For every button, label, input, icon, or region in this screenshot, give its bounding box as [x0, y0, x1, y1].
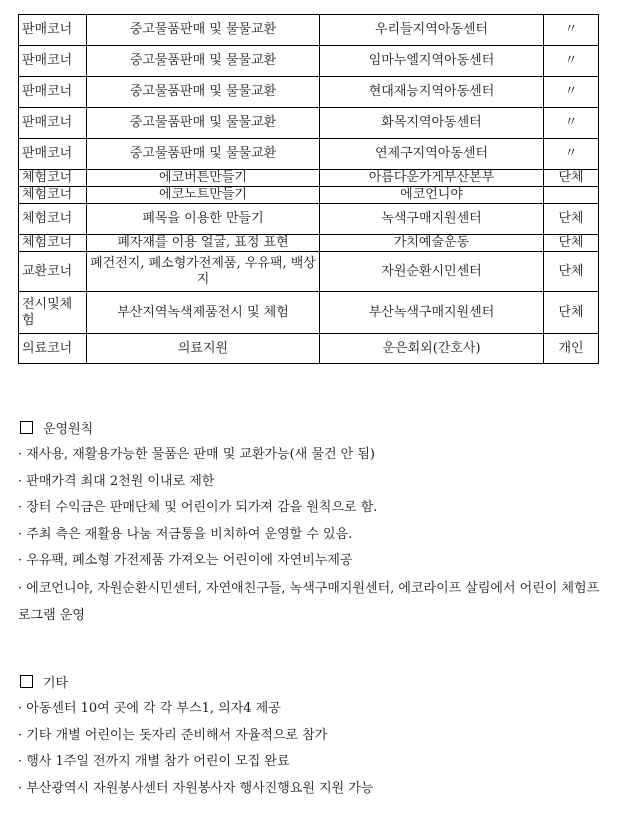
organization-cell: 아름다운가게부산본부 — [320, 170, 544, 187]
program-cell: 폐자재를 이용 얼굴, 표정 표현 — [87, 235, 320, 252]
operation-item: · 에코언니야, 자원순환시민센터, 자연애친구들, 녹색구매지원센터, 에코라이프 살림에서 어린이 체험프로그램 운영 — [18, 580, 600, 623]
operation-title: 운영원칙 — [43, 422, 94, 437]
organization-cell: 운은회외(간호사) — [320, 334, 544, 364]
type-cell: 단체 — [544, 204, 599, 235]
category-cell: 체험코너 — [19, 170, 87, 187]
organization-cell: 부산녹색구매지원센터 — [320, 292, 544, 334]
table-row — [19, 108, 599, 139]
organization-cell: 현대재능지역아동센터 — [320, 77, 544, 108]
operation-section — [18, 418, 608, 629]
type-cell: 단체 — [544, 235, 599, 252]
program-cell: 폐목을 이용한 만들기 — [87, 204, 320, 235]
checkbox-square-icon — [20, 675, 33, 688]
table-row — [19, 187, 599, 204]
category-cell: 판매코너 — [19, 46, 87, 77]
operation-item: · 재사용, 재활용가능한 물품은 판매 및 교환가능(새 물건 안 됨) — [18, 447, 375, 462]
operation-heading — [18, 418, 608, 442]
etc-heading — [18, 672, 608, 696]
table-row — [19, 204, 599, 235]
checkbox-square-icon — [20, 421, 33, 434]
program-cell: 중고물품판매 및 물물교환 — [87, 139, 320, 170]
etc-item: · 부산광역시 자원봉사센터 자원봉사자 행사진행요원 지원 가능 — [18, 780, 374, 796]
table-row — [19, 15, 599, 46]
etc-item: · 아동센터 10여 곳에 각 각 부스1, 의자4 제공 — [18, 701, 281, 716]
program-cell: 중고물품판매 및 물물교환 — [87, 77, 320, 108]
category-cell: 체험코너 — [19, 235, 87, 252]
operation-item: · 판매가격 최대 2천원 이내로 제한 — [18, 473, 215, 489]
type-cell: 단체 — [544, 252, 599, 292]
type-cell: 단체 — [544, 292, 599, 334]
type-cell: 개인 — [544, 334, 599, 364]
category-cell: 판매코너 — [19, 139, 87, 170]
type-cell — [544, 187, 599, 204]
program-cell: 부산지역녹색제품전시 및 체험 — [87, 292, 320, 334]
table-row — [19, 77, 599, 108]
category-cell: 체험코너 — [19, 187, 87, 204]
type-cell: 〃 — [544, 77, 599, 108]
table-row — [19, 46, 599, 77]
category-cell: 체험코너 — [19, 204, 87, 235]
type-cell: 〃 — [544, 108, 599, 139]
organization-cell: 연제구지역아동센터 — [320, 139, 544, 170]
type-cell: 〃 — [544, 15, 599, 46]
etc-section — [18, 672, 608, 802]
program-cell: 의료지원 — [87, 334, 320, 364]
table-row — [19, 334, 599, 364]
category-cell: 판매코너 — [19, 77, 87, 108]
organization-cell: 가치예술운동 — [320, 235, 544, 252]
etc-item: · 행사 1주일 전까지 개별 참가 어린이 모집 완료 — [18, 754, 290, 769]
table-row — [19, 170, 599, 187]
table-row — [19, 139, 599, 170]
program-cell: 에코버튼만들기 — [87, 170, 320, 187]
table-row — [19, 252, 599, 292]
organization-cell: 에코언니야 — [320, 187, 544, 204]
etc-title: 기타 — [43, 676, 69, 691]
table-row — [19, 292, 599, 334]
type-cell: 단체 — [544, 170, 599, 187]
organization-cell: 자원순환시민센터 — [320, 252, 544, 292]
category-cell: 판매코너 — [19, 108, 87, 139]
etc-item: · 기타 개별 어린이는 돗자리 준비해서 자율적으로 참가 — [18, 727, 328, 743]
operation-item: · 장터 수익금은 판매단체 및 어린이가 되가져 감을 원칙으로 함. — [18, 500, 378, 515]
program-cell: 폐건전지, 폐소형가전제품, 우유팩, 백상지 — [87, 252, 320, 292]
type-cell: 〃 — [544, 46, 599, 77]
organization-cell: 임마누엘지역아동센터 — [320, 46, 544, 77]
category-cell: 교환코너 — [19, 252, 87, 292]
category-cell: 판매코너 — [19, 15, 87, 46]
booth-table — [18, 14, 599, 364]
organization-cell: 녹색구매지원센터 — [320, 204, 544, 235]
program-cell: 중고물품판매 및 물물교환 — [87, 108, 320, 139]
program-cell: 중고물품판매 및 물물교환 — [87, 46, 320, 77]
category-cell: 의료코너 — [19, 334, 87, 364]
operation-item: · 우유팩, 폐소형 가전제품 가져오는 어린이에 자연비누제공 — [18, 553, 353, 568]
program-cell: 중고물품판매 및 물물교환 — [87, 15, 320, 46]
category-cell: 전시및체험 — [19, 292, 87, 334]
table-row — [19, 235, 599, 252]
program-cell: 에코노트만들기 — [87, 187, 320, 204]
type-cell: 〃 — [544, 139, 599, 170]
operation-item: · 주최 측은 재활용 나눔 저금통을 비치하여 운영할 수 있음. — [18, 526, 353, 542]
organization-cell: 우리들지역아동센터 — [320, 15, 544, 46]
organization-cell: 화목지역아동센터 — [320, 108, 544, 139]
